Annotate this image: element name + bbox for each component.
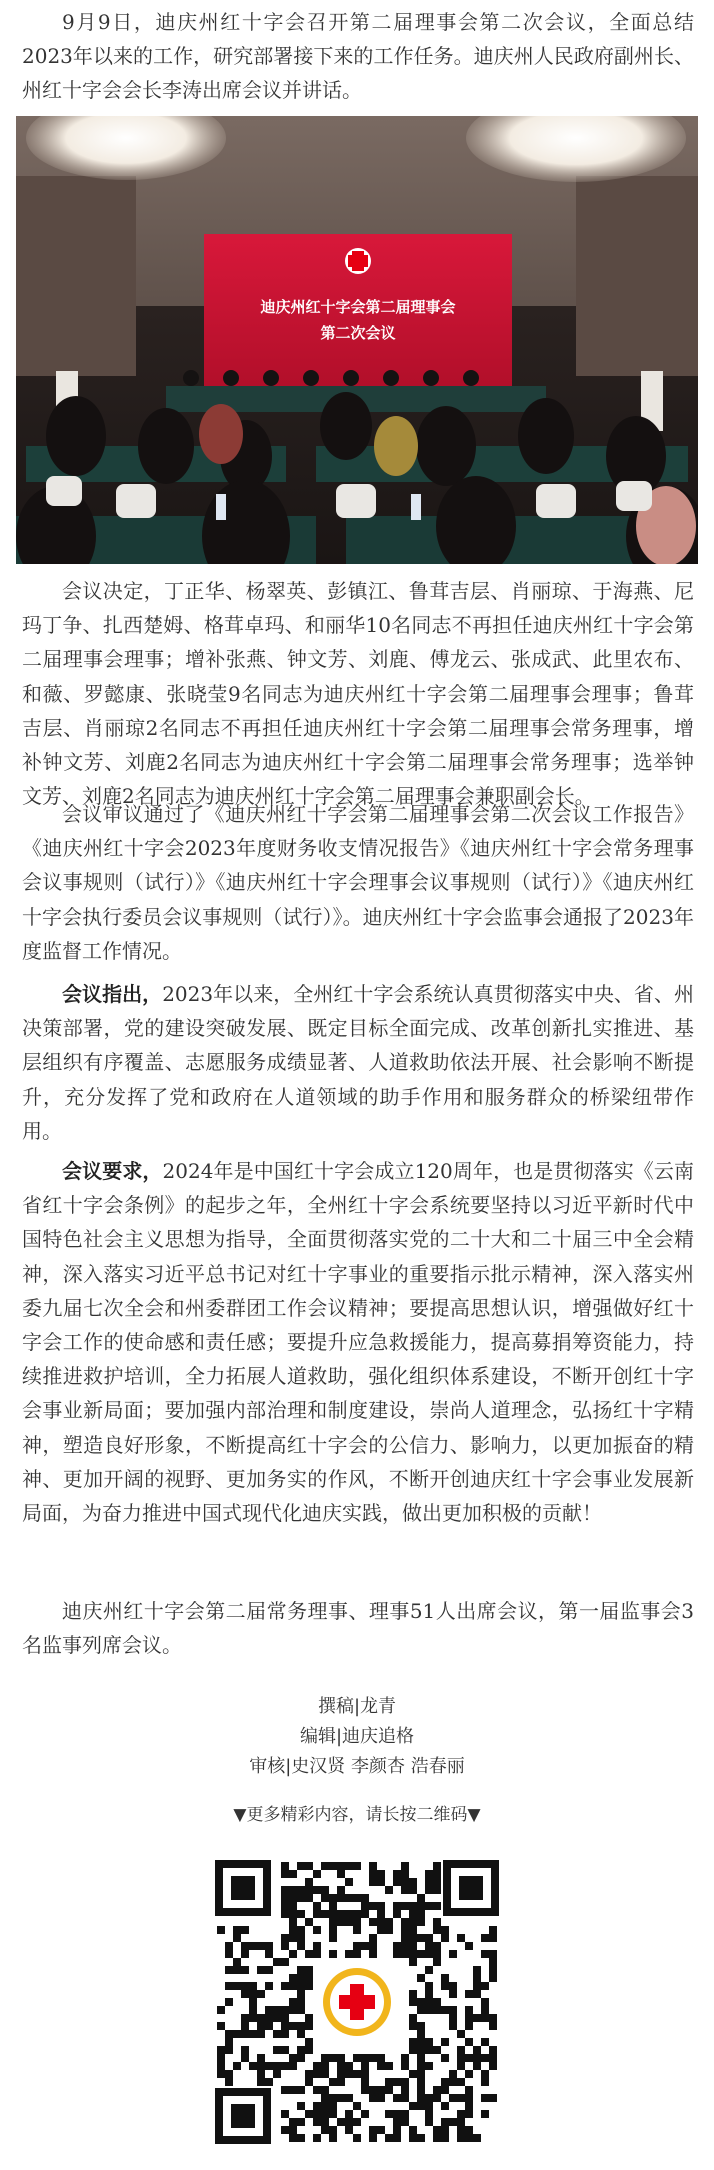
requirements-paragraph xyxy=(22,1154,694,1530)
qr-prompt: ▼更多精彩内容，请长按二维码▼ xyxy=(233,1805,481,1825)
review-paragraph: 会议审议通过了《迪庆州红十字会第二届理事会第二次会议工作报告》《迪庆州红十字会2023年度财务收支情况报告》《迪庆州红十字会常务理事会议事规则（试行）》《迪庆州红十字会理事会议事规则（试行）》《迪庆州红十字会执行委员会议事规则（试行）》。迪庆州红十字会监事会通报了2023年度监督工作情况。 xyxy=(22,802,694,963)
points-text: 2023年以来，全州红十字会系统认真贯彻落实中央、省、州决策部署，党的建设突破发展、既定目标全面完成、改革创新扎实推进、基层组织有序覆盖、志愿服务成绩显著、人道救助依法开展、社会影响不断提升，充分发挥了党和政府在人道领域的助手作用和服务群众的桥梁纽带作用。 xyxy=(22,982,695,1143)
decision-paragraph: 会议决定，丁正华、杨翠英、彭镇江、鲁茸吉层、肖丽琼、于海燕、尼玛丁争、扎西楚姆、格茸卓玛、和丽华10名同志不再担任迪庆州红十字会第二届理事会理事；增补张燕、钟文芳、刘鹿、傅龙云、张成武、此里农布、和薇、罗懿康、张晓莹9名同志为迪庆州红十字会第二届理事会理事；鲁茸吉层、肖丽琼2名同志不再担任迪庆州红十字会第二届理事会常务理事，增补钟文芳、刘鹿2名同志为迪庆州红十字会第二届理事会常务理事；选举钟文芳、刘鹿2名同志为迪庆州红十字会第二届理事会兼职副会长。 xyxy=(22,579,694,809)
points-label: 会议指出， xyxy=(62,982,163,1006)
banner-line-1: 迪庆州红十字会第二届理事会 xyxy=(260,298,456,316)
requirements-text: 2024年是中国红十字会成立120周年，也是贯彻落实《云南省红十字会条例》的起步之年，全州红十字会系统要坚持以习近平新时代中国特色社会主义思想为指导，全面贯彻落实党的二十大和二十届三中全会精神，深入落实习近平总书记对红十字事业的重要指示批示精神，深入落实州委九届七次全会和州委群团工作会议精神；要提高思想认识，增强做好红十字会工作的使命感和责任感；要提升应急救援能力，提高募捐筹资能力，持续推进救护培训，全力拓展人道救助，强化组织体系建设，不断开创红十字会事业新局面；要加强内部治理和制度建设，崇尚人道理念，弘扬红十字精神，塑造良好形象，不断提高红十字会的公信力、影响力，以更加振奋的精神、更加开阔的视野、更加务实的作风，不断开创迪庆红十字会事业发展新局面，为奋力推进中国式现代化迪庆实践，做出更加积极的贡献！ xyxy=(22,1159,695,1526)
intro-paragraph: 9月9日，迪庆州红十字会召开第二届理事会第二次会议，全面总结2023年以来的工作，研究部署接下来的工作任务。迪庆州人民政府副州长、州红十字会会长李涛出席会议并讲话。 xyxy=(22,10,694,103)
qr-code[interactable] xyxy=(207,1852,507,2152)
credit-author: 撰稿|龙青 xyxy=(317,1696,397,1717)
credit-reviewer: 审核|史汉贤 李颜杏 浩春丽 xyxy=(249,1756,465,1777)
requirements-label: 会议要求， xyxy=(62,1159,163,1183)
banner-line-2: 第二次会议 xyxy=(320,324,396,342)
credit-editor: 编辑|迪庆追格 xyxy=(299,1726,415,1747)
attendance-paragraph: 迪庆州红十字会第二届常务理事、理事51人出席会议，第一届监事会3名监事列席会议。 xyxy=(22,1599,694,1658)
meeting-photo xyxy=(16,116,698,564)
points-paragraph xyxy=(22,977,694,1148)
